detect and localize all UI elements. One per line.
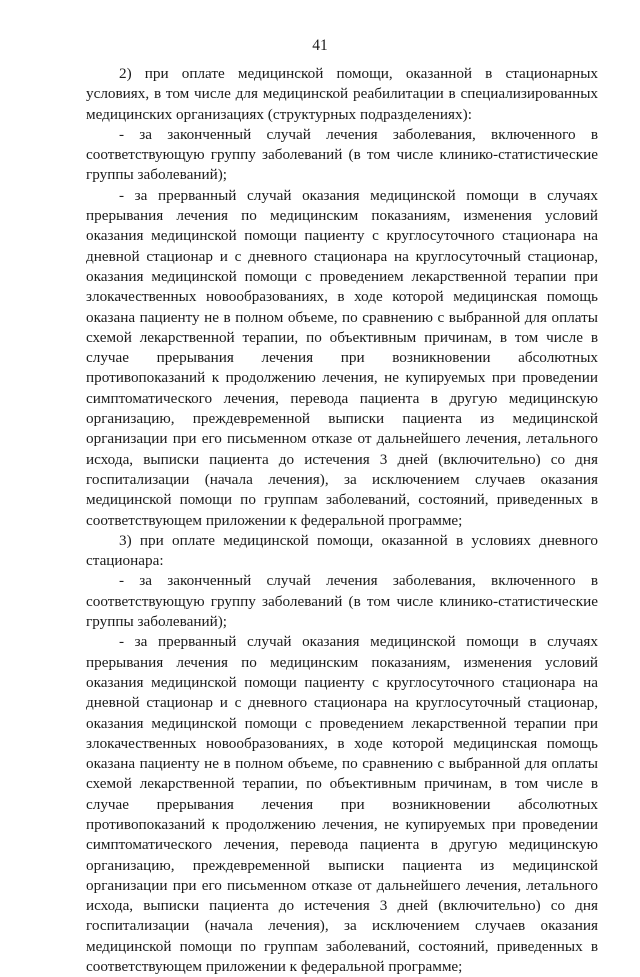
paragraph-item-3-day-hospital: 3) при оплате медицинской помощи, оказанной в условиях дневного стационара: [86, 531, 598, 570]
page-number: 41 [312, 37, 328, 54]
paragraph-completed-case-day-hospital: - за законченный случай лечения заболевания, включенного в соответствующую группу заболеваний (в том числе клинико-статистические группы заболеваний); [86, 572, 598, 631]
paragraph-interrupted-case-day-hospital: - за прерванный случай оказания медицинской помощи в случаях прерывания лечения по медицинским показаниям, изменения условий оказания медицинской помощи пациенту с круглосуточного стационара на дневной стационар и с дневного стационара на круглосуточный стационар, оказания медицинской помощи с проведением лекарственной терапии при злокачественных новообразованиях, в ходе которой медицинская помощь оказана пациенту не в полном объеме, по сравнению с выбранной для оплаты схемой лекарственной терапии, по объективным причинам, в том числе в случае прерывания лечения при возникновении абсолютных противопоказаний к продолжению лечения, не купируемых при проведении симптоматического лечения, перевода пациента в другую медицинскую организацию, преждевременной выписки пациента из медицинской организации при его письменном отказе от дальнейшего лечения, летального исхода, выписки пациента до истечения 3 дней (включительно) со дня госпитализации (начала лечения), за исключением случаев оказания медицинской помощи по группам заболеваний, состояний, приведенных в соответствующем приложении к федеральной программе; [86, 633, 598, 976]
paragraph-completed-case-inpatient: - за законченный случай лечения заболевания, включенного в соответствующую группу заболеваний (в том числе клинико-статистические группы заболеваний); [86, 125, 598, 184]
document-body [86, 64, 598, 977]
paragraph-item-2-inpatient: 2) при оплате медицинской помощи, оказанной в стационарных условиях, в том числе для медицинской реабилитации в специализированных медицинских организациях (структурных подразделениях): [86, 65, 598, 123]
paragraph-interrupted-case-inpatient: - за прерванный случай оказания медицинской помощи в случаях прерывания лечения по медицинским показаниям, изменения условий оказания медицинской помощи пациенту с круглосуточного стационара на дневной стационар и с дневного стационара на круглосуточный стационар, оказания медицинской помощи с проведением лекарственной терапии при злокачественных новообразованиях, в ходе которой медицинская помощь оказана пациенту не в полном объеме, по сравнению с выбранной для оплаты схемой лекарственной терапии, по объективным причинам, в том числе в случае прерывания лечения при возникновении абсолютных противопоказаний к продолжению лечения, не купируемых при проведении симптоматического лечения, перевода пациента в другую медицинскую организацию, преждевременной выписки пациента из медицинской организации при его письменном отказе от дальнейшего лечения, летального исхода, выписки пациента до истечения 3 дней (включительно) со дня госпитализации (начала лечения), за исключением случаев оказания медицинской помощи по группам заболеваний, состояний, приведенных в соответствующем приложении к федеральной программе; [86, 186, 598, 529]
